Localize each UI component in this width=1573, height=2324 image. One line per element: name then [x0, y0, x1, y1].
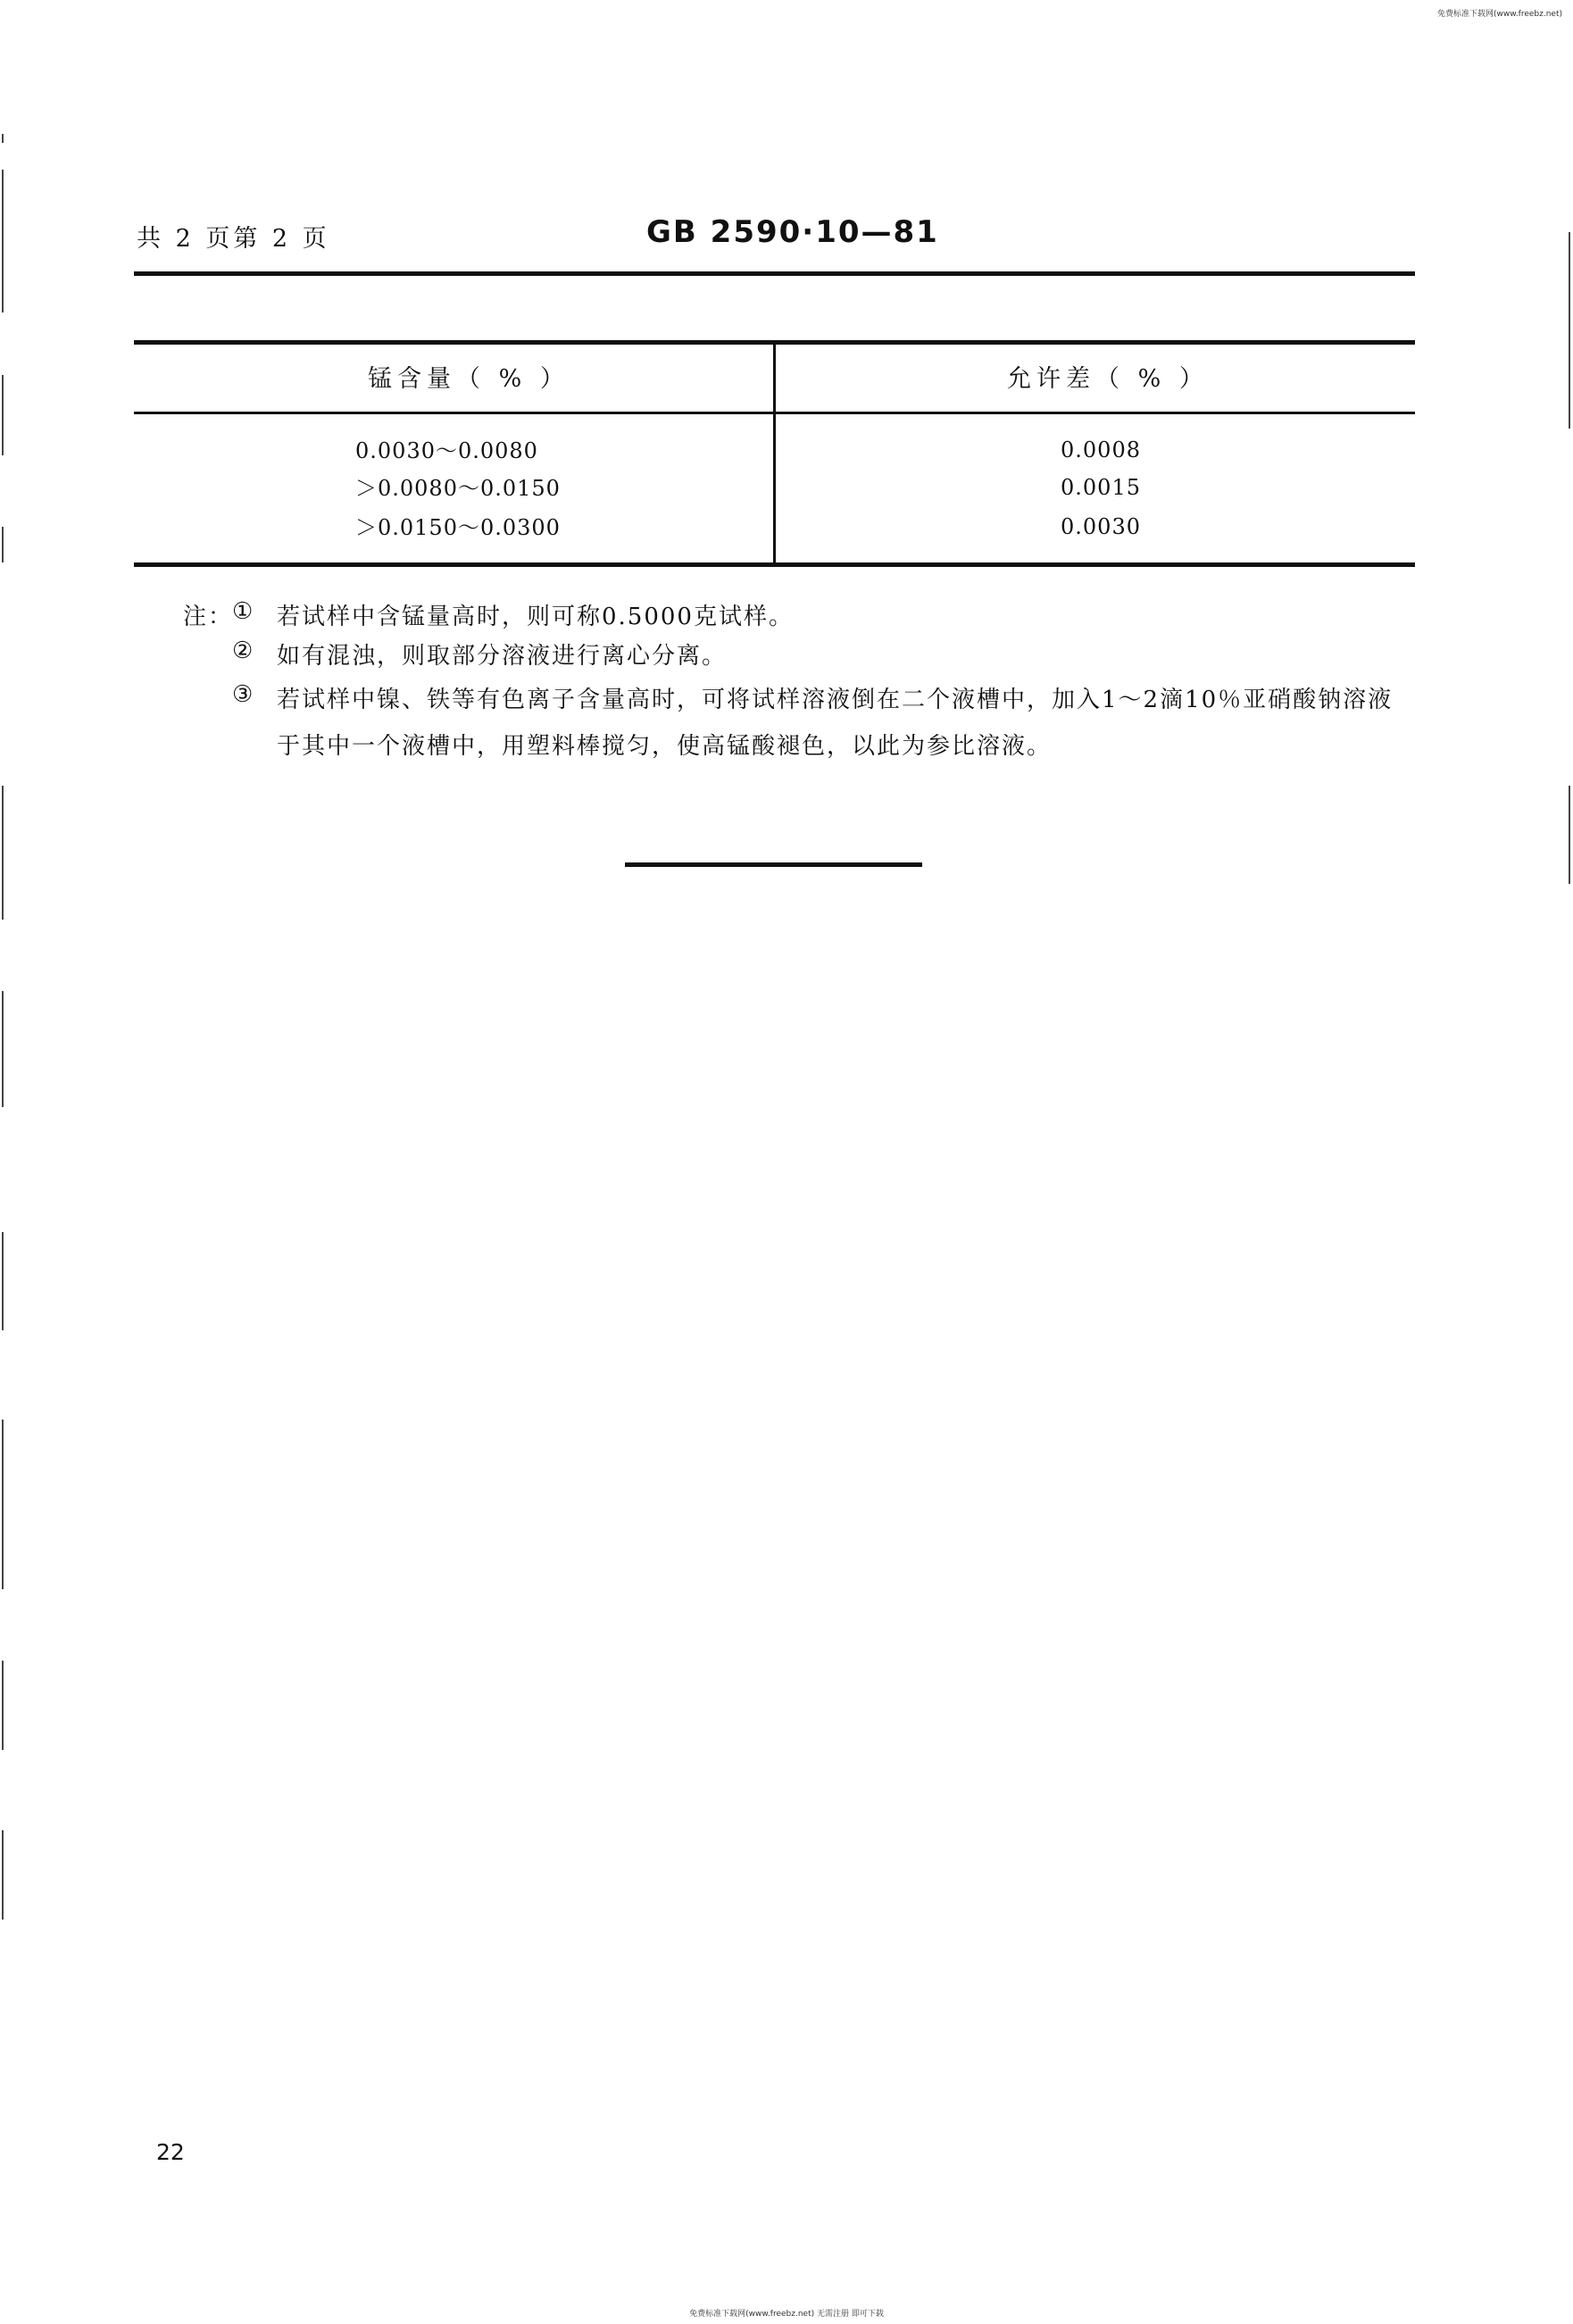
column-header-manganese-content: 锰含量（ % ） — [368, 365, 570, 393]
column-header-tolerance: 允许差（ % ） — [1007, 365, 1209, 393]
scan-edge-mark — [2, 786, 4, 920]
standard-code: GB 2590·10—81 — [646, 214, 939, 250]
table-cell-range-3: ＞0.0150～0.0300 — [355, 515, 561, 540]
note-3-text-line-2: 于其中一个液槽中，用塑料棒搅匀，使高锰酸褪色，以此为参比溶液。 — [277, 733, 1053, 760]
scan-edge-mark — [1569, 232, 1570, 429]
scan-edge-mark — [2, 527, 4, 562]
note-1-marker: ① — [232, 598, 255, 625]
page-number: 22 — [156, 2139, 185, 2165]
table-cell-tolerance-2: 0.0015 — [1061, 475, 1141, 500]
note-2-marker: ② — [232, 637, 255, 664]
table-column-divider — [773, 342, 776, 565]
note-2-text: 如有混浊，则取部分溶液进行离心分离。 — [277, 643, 728, 670]
scan-edge-mark — [2, 1830, 4, 1920]
scan-edge-mark — [2, 170, 4, 312]
note-3-marker: ③ — [232, 681, 255, 708]
scan-edge-mark — [2, 991, 4, 1107]
watermark-bottom: 免费标准下载网(www.freebz.net) 无需注册 即可下载 — [689, 2310, 884, 2319]
scan-edge-mark — [1569, 786, 1570, 884]
table-cell-tolerance-1: 0.0008 — [1061, 437, 1141, 462]
note-1-text: 若试样中含锰量高时，则可称0.5000克试样。 — [277, 604, 794, 630]
note-3-text-line-1: 若试样中镍、铁等有色离子含量高时，可将试样溶液倒在二个液槽中，加入1～2滴10％亚硝酸钠溶液 — [277, 687, 1394, 713]
scan-edge-mark — [2, 1232, 4, 1330]
scan-edge-mark — [2, 1420, 4, 1589]
end-of-document-rule — [625, 862, 922, 867]
scan-edge-mark — [2, 375, 4, 455]
header-rule — [134, 271, 1415, 276]
watermark-top: 免费标准下载网(www.freebz.net) — [1437, 10, 1562, 19]
scan-edge-mark — [2, 1661, 4, 1750]
table-cell-range-1: 0.0030～0.0080 — [355, 438, 538, 463]
table-cell-tolerance-3: 0.0030 — [1061, 514, 1141, 539]
scan-edge-mark — [2, 134, 4, 143]
table-cell-range-2: ＞0.0080～0.0150 — [355, 476, 561, 501]
notes-label: 注： — [183, 604, 234, 630]
table-bottom-rule — [134, 562, 1415, 567]
page-count-label: 共 2 页第 2 页 — [137, 225, 330, 253]
